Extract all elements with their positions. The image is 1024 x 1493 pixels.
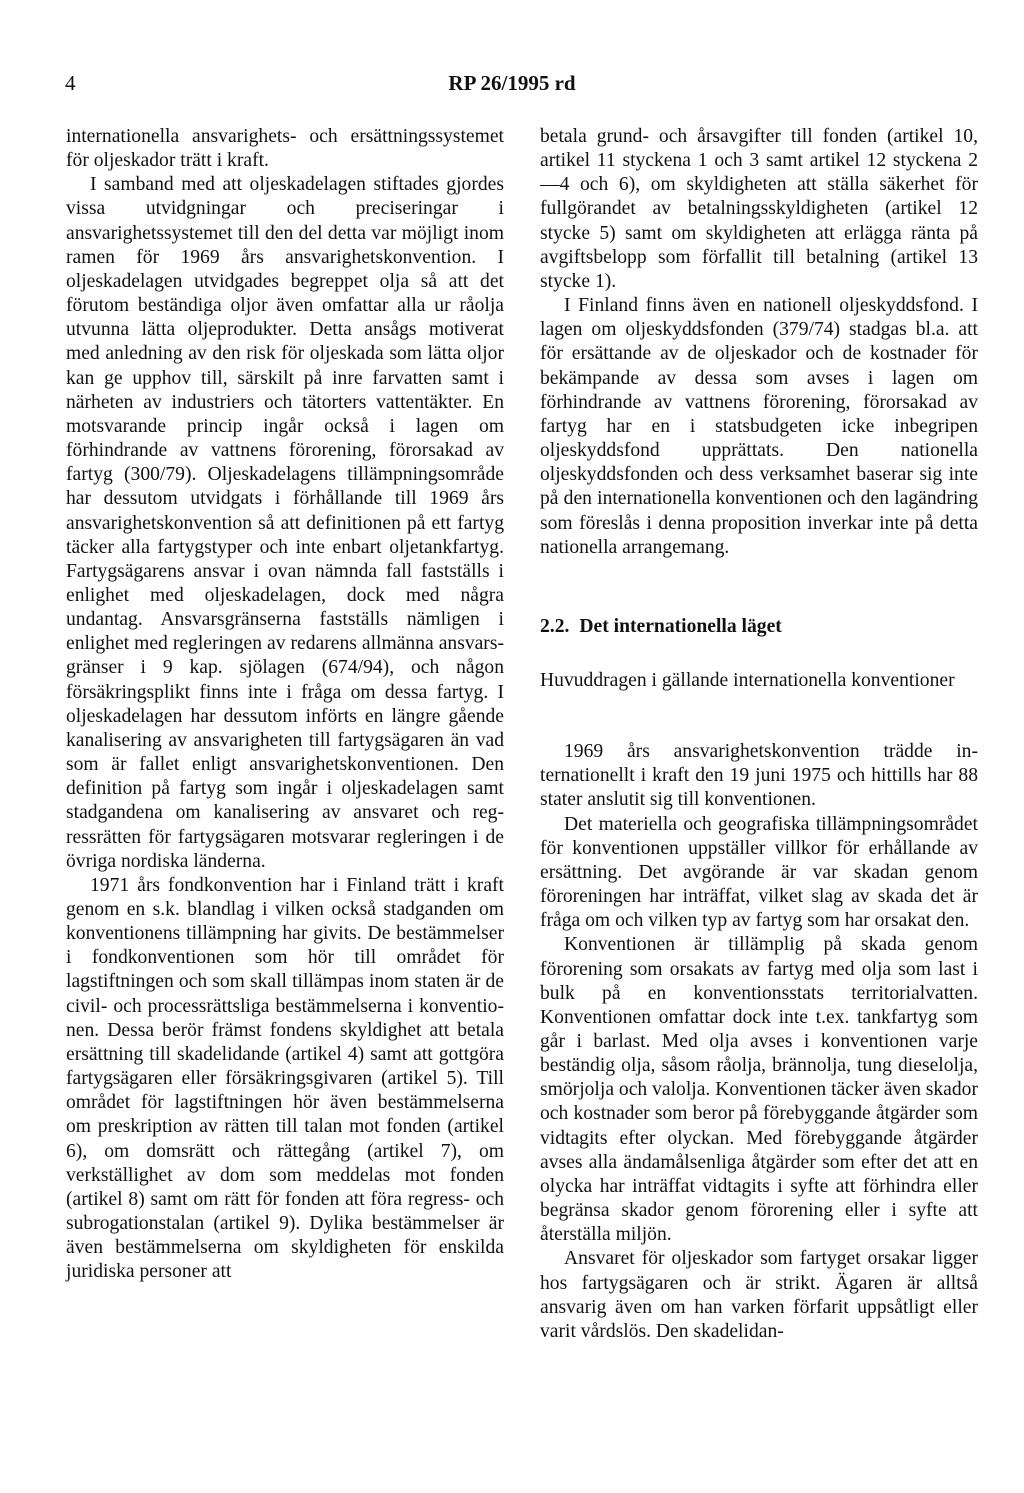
section-title: Det internationella läget: [579, 615, 782, 637]
right-paragraph-6: Ansvaret för oljeskador som fartyget orsakar ligger hos fartygsägaren och är strikt. Ägaren är alltså ansvarig även om han varken förfarit uppsåtligt eller varit vårdslös. Den skadelidan-: [540, 1248, 978, 1342]
section-heading: [540, 615, 978, 639]
right-paragraph-4: Det materiella och geografiska tillämpningsområdet för konventionen uppställer villkor för erhållande av ersättning. Det avgörande är var skadan genom föroreningen har inträffat, vilket slag av skada det är fråga om och vilken typ av fartyg som har orsakat den.: [540, 813, 978, 932]
section-number: 2.2.: [540, 615, 570, 637]
left-paragraph-1: internationella ansvarighets- och ersättningssystemet för oljeskador trätt i kraft.: [66, 126, 504, 172]
subheading: Huvuddragen i gällande internationella konventioner: [540, 669, 955, 691]
right-column: [540, 125, 978, 1344]
left-column: [66, 125, 504, 1285]
right-paragraph-1: betala grund- och årsavgifter till fonden (artikel 10, artikel 11 styckena 1 och 3 samt artikel 12 styckena 2—4 och 6), om skyldigheten att ställa säkerhet för fullgörandet av betalningsskyldigheten (artikel 12 stycke 5) samt om skyldigheten att erlägga ränta på avgiftsbelopp som förfallit till betalning (artikel 13 stycke 1).: [540, 126, 978, 292]
page-number: 4: [65, 71, 76, 95]
right-paragraph-2: I Finland finns även en nationell oljeskyddsfond. I lagen om oljeskyddsfonden (379/74) stadgas bl.a. att för ersättande av de oljeskador och de kostnader för bekämpande av dessa som avses i lagen om förhindrande av vattnens förorening, förorsakad av fartyg har en i statsbudgeten icke inbegripen oljeskyddsfond upprättats. Den nationella oljeskyddsfonden och dess verksamhet baserar sig inte på den internationella konventionen och den lagändring som föreslås i denna proposition inverkar inte på detta nationella arrangemang.: [540, 295, 978, 558]
left-paragraph-2: I samband med att oljeskadelagen stiftades gjordes vissa utvidgningar och preciseringar i ansvarighetssystemet till den del detta var möjligt inom ramen för 1969 års ansvarighetskonvention. I oljeskadelagen utvidgades begreppet olja så att det förutom beständiga oljor även omfattar alla ur råolja utvunna lätta oljeprodukter. Detta ansågs motiverat med anledning av den risk för oljeskada som lätta oljor kan ge upphov till, särskilt på inre farvatten samt i närheten av industriers och tätorters vattentäkter. En motsvarande princip ingår också i lagen om förhindrande av vattnens förorening, förorsakad av fartyg (300/79). Oljeskadelagens tillämpningsområde har dessutom utvidgats i förhållande till 1969 års ansvarighetskonvention så att definitionen på ett fartyg täcker alla fartygstyper och inte enbart oljetankfartyg. Fartygsägarens ansvar i ovan nämnda fall fastställs i enlighet med oljeskadelagen, dock med några undantag. Ansvarsgränserna fastställs nämligen i enlighet med regleringen av redarens allmänna ansvarsgränser i 9 kap. sjölagen (674/94), och någon försäkringsplikt finns inte i fråga om dessa fartyg. I oljeskadelagen har dessutom införts en längre gående kanalisering av ansvarigheten till fartygsägaren än vad som är fallet enligt ansvarighetskonventionen. Den definition på fartyg som ingår i oljeskadelagen samt stadgandena om kanalisering av ansvaret och regressrätten för fartygsägaren motsvarar regleringen i de övriga nordiska länderna.: [66, 174, 504, 872]
right-paragraph-3: 1969 års ansvarighetskonvention trädde internationellt i kraft den 19 juni 1975 och hittills har 88 stater anslutit sig till konventionen.: [540, 741, 978, 811]
running-header: RP 26/1995 rd: [448, 71, 576, 95]
left-paragraph-3: 1971 års fondkonvention har i Finland trätt i kraft genom en s.k. blandlag i vilken också stadganden om konventionens tillämpning har givits. De bestämmelser i fondkonventionen som hör till området för lagstiftningen och som skall tillämpas inom staten är de civil- och processrättsliga bestämmelserna i konventionen. Dessa berör främst fondens skyldighet att betala ersättning till skadelidande (artikel 4) samt att gottgöra fartygsägaren eller försäkringsgivaren (artikel 5). Till området för lagstiftningen hör även bestämmelserna om preskription av rätten till talan mot fonden (artikel 6), om domsrätt och rättegång (artikel 7), om verkställighet av dom som meddelas mot fonden (artikel 8) samt om rätt för fonden att föra regress- och subrogationstalan (artikel 9). Dylika bestämmelser är även bestämmelserna om skyldigheten för enskilda juridiska personer att: [66, 874, 504, 1283]
right-paragraph-5: Konventionen är tillämplig på skada genom förorening som orsakats av fartyg med olja som last i bulk på en konventionsstats territorialvatten. Konventionen omfattar dock inte t.ex. tankfartyg som går i barlast. Med olja avses i konventionen varje beständig olja, såsom råolja, brännolja, tung dieselolja, smörjolja och valolja. Konventionen täcker även skador och kostnader som beror på förebyggande åtgärder som vidtagits efter olyckan. Med förebyggande åtgärder avses alla ändamålsenliga åtgärder som efter det att en olycka har inträffat vidtagits i syfte att förhindra eller begränsa skador genom förorening eller i syfte att återställa miljön.: [540, 934, 978, 1246]
